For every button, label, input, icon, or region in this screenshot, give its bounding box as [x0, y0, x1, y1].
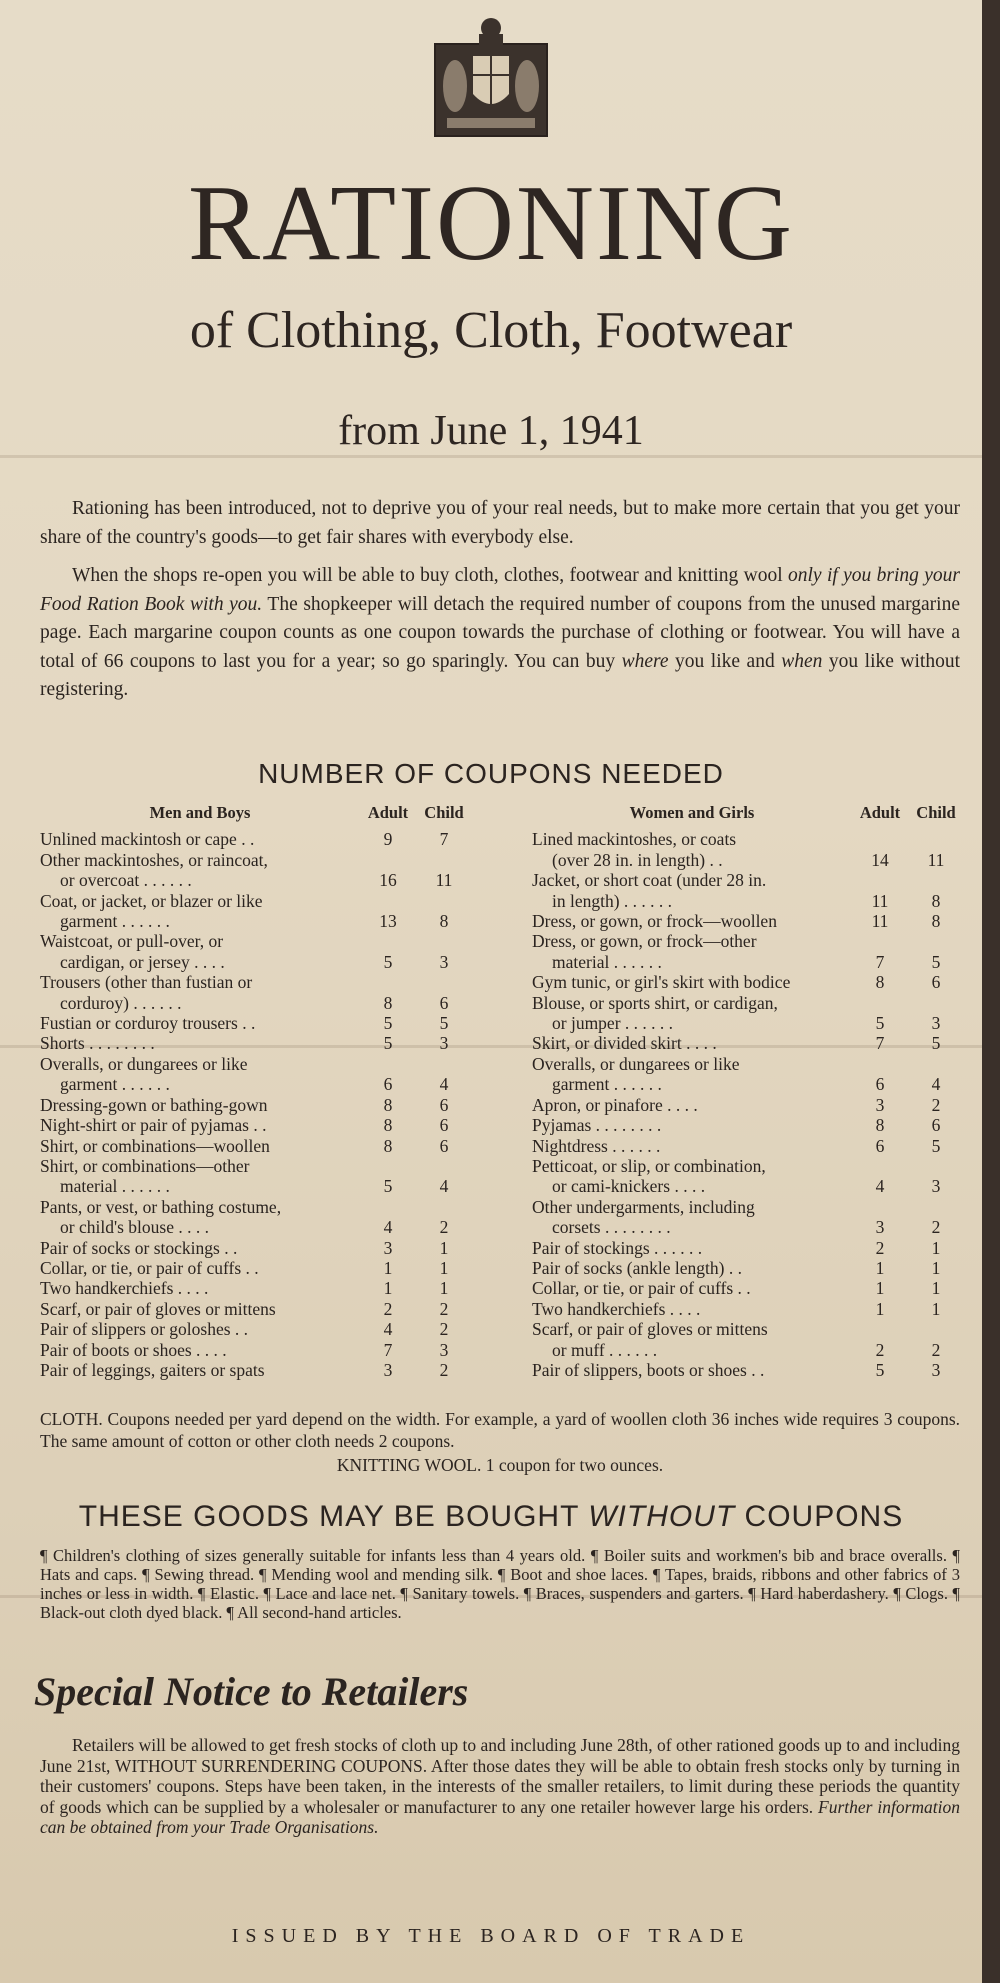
- adult-coupons: 7: [383, 1339, 393, 1360]
- table-row: [532, 870, 964, 911]
- women-and-girls-table: [532, 803, 964, 1380]
- table-row: [532, 1033, 964, 1053]
- garment-name: Waistcoat, or pull-over, or cardigan, or jersey . . . .: [40, 931, 225, 972]
- table-row: [532, 911, 964, 931]
- garment-name: Pyjamas . . . . . . . .: [532, 1115, 662, 1136]
- adult-coupons: 8: [383, 992, 393, 1013]
- garment-name: Pair of socks (ankle length) . .: [532, 1257, 742, 1278]
- table-row: [532, 1238, 964, 1258]
- adult-coupons: 1: [383, 1278, 393, 1299]
- table-row: [532, 1299, 964, 1319]
- child-coupons: 11: [435, 870, 453, 891]
- adult-coupons: 7: [875, 1033, 885, 1054]
- garment-name: Collar, or tie, or pair of cuffs . .: [40, 1257, 259, 1278]
- adult-coupons: 7: [875, 951, 885, 972]
- adult-coupons: 5: [383, 951, 393, 972]
- table-row: [532, 829, 964, 870]
- child-coupons: 8: [439, 911, 449, 932]
- adult-coupons: 11: [871, 890, 889, 911]
- cloth-section: [40, 1408, 960, 1476]
- child-coupons: 5: [931, 1033, 941, 1054]
- garment-name: Two handkerchiefs . . . .: [532, 1298, 701, 1319]
- garment-name: Pants, or vest, or bathing costume, or child's blouse . . . .: [40, 1196, 282, 1238]
- table-row: [40, 972, 472, 1013]
- table-row: [40, 1299, 472, 1319]
- adult-coupons: 5: [875, 1013, 885, 1034]
- knitting-wool-text: KNITTING WOOL. 1 coupon for two ounces.: [336, 1455, 664, 1475]
- royal-coat-of-arms-icon: [433, 14, 549, 140]
- child-coupons: 2: [931, 1094, 941, 1115]
- child-coupons: 5: [439, 1013, 449, 1034]
- table-row: [532, 1197, 964, 1238]
- adult-coupons: 2: [875, 1237, 885, 1258]
- garment-name: Pair of slippers, boots or shoes . .: [532, 1359, 765, 1380]
- notice-title: Special Notice to Retailers: [34, 1669, 469, 1714]
- table-row: [40, 1136, 472, 1156]
- garment-name: Blouse, or sports shirt, or cardigan, or jumper . . . . . .: [532, 992, 778, 1034]
- adult-coupons: 4: [875, 1176, 885, 1197]
- table-row: [40, 1033, 472, 1053]
- child-coupons: 3: [931, 1176, 941, 1197]
- garment-name: Pair of boots or shoes . . . .: [40, 1339, 227, 1360]
- table-row: [40, 1013, 472, 1033]
- table-header: Men and Boys Adult Child: [149, 803, 464, 822]
- table-row: [40, 850, 472, 891]
- child-coupons: 8: [931, 911, 941, 932]
- child-coupons: 6: [439, 1135, 449, 1156]
- adult-coupons: 8: [875, 972, 885, 993]
- garment-name: Shirt, or combinations—woollen: [40, 1135, 270, 1156]
- adult-coupons: 16: [379, 870, 397, 891]
- table-row: [40, 1115, 472, 1135]
- intro-paragraph-2: When the shops re-open you will be able to buy cloth, clothes, footwear and knitting wool only if you bring your Food Ration Book with you. The shopkeeper will detach the required number of coupons from the unused margarine page. Each margarine coupon counts as one coupon towards the purchase of clothing or footwear. You will have a total of 66 coupons to last you for a year; so go sparingly. You can buy where you like and when you like without registering.: [40, 565, 961, 700]
- garment-name: Lined mackintoshes, or coats (over 28 in. in length) . .: [532, 829, 737, 870]
- child-coupons: 2: [439, 1319, 449, 1340]
- garment-name: Gym tunic, or girl's skirt with bodice: [532, 972, 791, 993]
- garment-name: Petticoat, or slip, or combination, or cami-knickers . . . .: [532, 1155, 766, 1197]
- table-row: [532, 1115, 964, 1135]
- table-row: [532, 931, 964, 972]
- adult-coupons: 2: [875, 1339, 885, 1360]
- table-header: Women and Girls Adult Child: [629, 803, 956, 822]
- child-coupons: 1: [439, 1257, 449, 1278]
- cloth-text: CLOTH. Coupons needed per yard depend on the width. For example, a yard of woollen cloth 36 inches wide requires 3 coupons. The same amount of cotton or other cloth needs 2 coupons.: [40, 1409, 960, 1451]
- child-coupons: 3: [439, 1339, 449, 1360]
- child-coupons: 6: [439, 1094, 449, 1115]
- coupons-heading: NUMBER OF COUPONS NEEDED: [258, 758, 724, 789]
- table-row: [532, 1156, 964, 1197]
- child-coupons: 2: [931, 1217, 941, 1238]
- garment-name: Apron, or pinafore . . . .: [532, 1094, 698, 1115]
- adult-coupons: 3: [875, 1094, 885, 1115]
- table-row: [40, 829, 472, 849]
- adult-coupons: 5: [875, 1359, 885, 1380]
- garment-name: Collar, or tie, or pair of cuffs . .: [532, 1278, 751, 1299]
- adult-coupons: 4: [383, 1217, 393, 1238]
- garment-name: Dress, or gown, or frock—woollen: [532, 911, 777, 932]
- garment-name: Scarf, or pair of gloves or mittens or muff . . . . . .: [532, 1319, 768, 1360]
- men-and-boys-table: [40, 803, 472, 1380]
- notice-text: Retailers will be allowed to get fresh stocks of cloth up to and including June 28th, of other rationed goods up to and including June 21st, WITHOUT SURRENDERING COUPONS. After those dates they will be able to obtain fresh stocks only by turning in their customers' coupons. Steps have been taken, in the interests of the smaller retailers, to limit during these periods the quantity of goods which can be supplied by a wholesaler or manufacturer to any one retailer however large his orders. Further information can be obtained from your Trade Organisations.: [40, 1735, 960, 1837]
- poster-subtitle: of Clothing, Cloth, Footwear: [189, 302, 793, 359]
- table-row: [532, 1360, 964, 1380]
- garment-name: Pair of stockings . . . . . .: [532, 1237, 703, 1258]
- table-row: [532, 1258, 964, 1278]
- adult-coupons: 3: [383, 1237, 393, 1258]
- child-coupons: 2: [439, 1298, 449, 1319]
- adult-coupons: 2: [383, 1298, 393, 1319]
- adult-coupons: 11: [871, 911, 889, 932]
- child-coupons: 1: [931, 1298, 941, 1319]
- adult-coupons: 5: [383, 1013, 393, 1034]
- child-coupons: 4: [931, 1074, 941, 1095]
- effective-date: from June 1, 1941: [338, 408, 644, 454]
- child-coupons: 7: [439, 829, 449, 850]
- garment-name: Other mackintoshes, or raincoat, or overcoat . . . . . .: [40, 849, 268, 891]
- table-row: [532, 1136, 964, 1156]
- garment-name: Unlined mackintosh or cape . .: [40, 829, 255, 850]
- garment-name: Pair of leggings, gaiters or spats: [40, 1359, 265, 1380]
- intro-text: [40, 495, 960, 705]
- garment-name: Pair of socks or stockings . .: [40, 1237, 238, 1258]
- adult-coupons: 3: [383, 1359, 393, 1380]
- adult-coupons: 13: [379, 911, 397, 932]
- table-row: [40, 1238, 472, 1258]
- child-coupons: 1: [931, 1237, 941, 1258]
- child-coupons: 4: [439, 1176, 449, 1197]
- garment-name: Skirt, or divided skirt . . . .: [532, 1033, 717, 1054]
- child-coupons: 2: [439, 1217, 449, 1238]
- table-row: [40, 1340, 472, 1360]
- adult-coupons: 6: [875, 1135, 885, 1156]
- adult-coupons: 1: [875, 1278, 885, 1299]
- garment-name: Nightdress . . . . . .: [532, 1135, 661, 1156]
- adult-coupons: 1: [875, 1257, 885, 1278]
- child-coupons: 5: [931, 1135, 941, 1156]
- child-coupons: 3: [931, 1359, 941, 1380]
- child-coupons: 5: [931, 951, 941, 972]
- child-coupons: 1: [439, 1237, 449, 1258]
- garment-name: Pair of slippers or goloshes . .: [40, 1319, 249, 1340]
- adult-coupons: 8: [383, 1135, 393, 1156]
- adult-coupons: 5: [383, 1176, 393, 1197]
- child-coupons: 1: [931, 1278, 941, 1299]
- child-coupons: 3: [439, 951, 449, 972]
- child-coupons: 6: [931, 1115, 941, 1136]
- garment-name: Trousers (other than fustian or corduroy) . . . . . .: [40, 972, 253, 1013]
- poster-title: RATIONING: [188, 164, 794, 283]
- garment-name: Coat, or jacket, or blazer or like garment . . . . . .: [40, 890, 263, 932]
- child-coupons: 1: [931, 1257, 941, 1278]
- table-row: [532, 1319, 964, 1360]
- garment-name: Two handkerchiefs . . . .: [40, 1278, 209, 1299]
- adult-coupons: 14: [871, 849, 889, 870]
- adult-coupons: 3: [875, 1217, 885, 1238]
- table-row: [40, 891, 472, 932]
- child-coupons: 6: [439, 992, 449, 1013]
- garment-name: Dress, or gown, or frock—other material . . . . . .: [532, 931, 757, 972]
- adult-coupons: 6: [383, 1074, 393, 1095]
- adult-coupons: 8: [875, 1115, 885, 1136]
- garment-name: Scarf, or pair of gloves or mittens: [40, 1298, 276, 1319]
- table-row: [532, 972, 964, 992]
- child-coupons: 4: [439, 1074, 449, 1095]
- without-coupons-list: ¶ Children's clothing of sizes generally suitable for infants less than 4 years old. ¶ Boiler suits and workmen's bib and brace overalls. ¶ Hats and caps. ¶ Sewing thread. ¶ Mending wool and mending silk. ¶ Boot and shoe laces. ¶ Tapes, braids, ribbons and other fabrics of 3 inches or less in width. ¶ Elastic. ¶ Lace and lace net. ¶ Sanitary towels. ¶ Braces, suspenders and garters. ¶ Hard haberdashery. ¶ Clogs. ¶ Black-out cloth dyed black. ¶ All second-hand articles.: [40, 1546, 960, 1622]
- adult-coupons: 8: [383, 1115, 393, 1136]
- child-coupons: 2: [439, 1359, 449, 1380]
- fold-crease: [0, 455, 982, 458]
- adult-coupons: 9: [383, 829, 393, 850]
- child-coupons: 8: [931, 890, 941, 911]
- child-coupons: 2: [931, 1339, 941, 1360]
- garment-name: Overalls, or dungarees or like garment . . . . . .: [532, 1053, 740, 1095]
- child-coupons: 1: [439, 1278, 449, 1299]
- child-coupons: 11: [927, 849, 945, 870]
- garment-name: Jacket, or short coat (under 28 in. in length) . . . . . .: [532, 870, 767, 911]
- adult-coupons: 5: [383, 1033, 393, 1054]
- intro-paragraph-1: Rationing has been introduced, not to deprive you of your real needs, but to make more certain that you get your share of the country's goods—to get fair shares with everybody else.: [40, 498, 960, 548]
- garment-name: Shorts . . . . . . . .: [40, 1033, 155, 1054]
- garment-name: Night-shirt or pair of pyjamas . .: [40, 1115, 267, 1136]
- child-coupons: 6: [931, 972, 941, 993]
- child-coupons: 3: [439, 1033, 449, 1054]
- table-row: [40, 931, 472, 972]
- garment-name: Fustian or corduroy trousers . .: [40, 1013, 256, 1034]
- issuer-footer: ISSUED BY THE BOARD OF TRADE: [231, 1925, 751, 1947]
- garment-name: Other undergarments, including corsets . . . . . . . .: [532, 1196, 755, 1238]
- adult-coupons: 1: [383, 1257, 393, 1278]
- adult-coupons: 4: [383, 1319, 393, 1340]
- garment-name: Shirt, or combinations—other material . . . . . .: [40, 1155, 250, 1197]
- table-row: [40, 1319, 472, 1339]
- table-row: [532, 1054, 964, 1095]
- table-row: [40, 1258, 472, 1278]
- garment-name: Dressing-gown or bathing-gown: [40, 1094, 268, 1115]
- child-coupons: 3: [931, 1013, 941, 1034]
- table-row: [40, 1054, 472, 1095]
- table-row: [40, 1360, 472, 1380]
- table-row: [40, 1095, 472, 1115]
- table-row: [40, 1197, 472, 1238]
- without-coupons-heading: THESE GOODS MAY BE BOUGHT WITHOUT COUPONS: [78, 1500, 904, 1533]
- table-row: [40, 1156, 472, 1197]
- adult-coupons: 1: [875, 1298, 885, 1319]
- table-row: [532, 1095, 964, 1115]
- table-row: [40, 1278, 472, 1298]
- adult-coupons: 6: [875, 1074, 885, 1095]
- table-row: [532, 993, 964, 1034]
- child-coupons: 6: [439, 1115, 449, 1136]
- adult-coupons: 8: [383, 1094, 393, 1115]
- table-row: [532, 1278, 964, 1298]
- garment-name: Overalls, or dungarees or like garment . . . . . .: [40, 1053, 248, 1095]
